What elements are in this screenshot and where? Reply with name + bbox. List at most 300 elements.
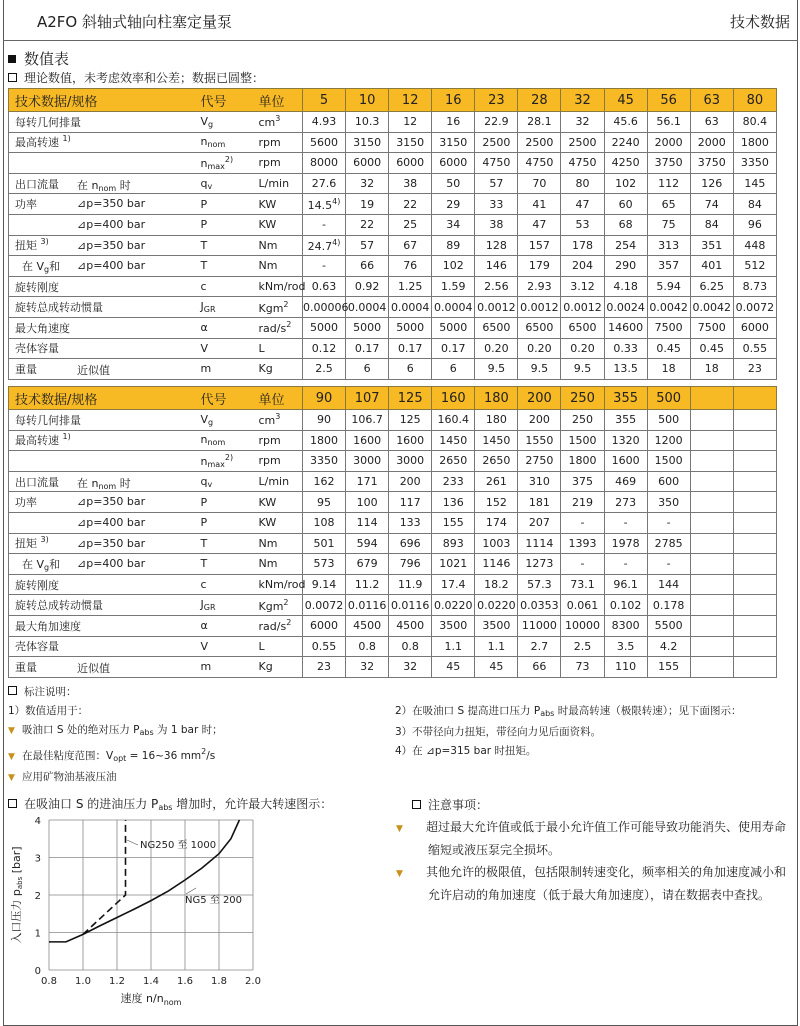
value-cell: 233 — [432, 471, 475, 492]
value-cell: 68 — [604, 214, 647, 235]
value-cell: 0.0004 — [389, 297, 432, 318]
value-cell: 0.102 — [604, 595, 647, 616]
series-line-0 — [49, 820, 239, 942]
row-label: 旋转总成转动惯量 — [9, 595, 193, 616]
row-label: 扭矩 $^{3)}$ ⊿p=350 bar — [9, 235, 193, 256]
value-cell: 573 — [303, 554, 346, 575]
value-cell: 146 — [475, 256, 518, 277]
caution-item: ▼ 其他允许的极限值，包括限制转速变化，频率相关的角加速度减小和允许启动的角加速度（低于最大角加速度），请在数据表中查找。 — [396, 864, 787, 902]
value-cell: - — [561, 554, 604, 575]
row-symbol: m — [193, 657, 251, 678]
header-unit: 单位 — [251, 89, 303, 112]
value-cell: 6000 — [432, 153, 475, 174]
row-symbol: T — [193, 235, 251, 256]
value-cell: 117 — [389, 492, 432, 513]
header-size — [733, 387, 776, 410]
y-tick-label: 0 — [34, 966, 41, 977]
value-cell: 63 — [690, 112, 733, 133]
row-symbol: T — [193, 533, 251, 554]
header-size: 355 — [604, 387, 647, 410]
value-cell: - — [303, 256, 346, 277]
table-row — [9, 256, 777, 277]
value-cell: 57 — [346, 235, 389, 256]
value-cell: 1550 — [518, 430, 561, 451]
table-row — [9, 451, 777, 472]
value-cell: 162 — [303, 471, 346, 492]
row-unit: L/min — [251, 471, 303, 492]
row-symbol: $n_{max}^{2)}$ — [193, 153, 251, 174]
value-cell: 290 — [604, 256, 647, 277]
row-unit: rpm — [251, 451, 303, 472]
value-cell: 357 — [647, 256, 690, 277]
value-cell: 19 — [346, 194, 389, 215]
value-cell — [733, 533, 776, 554]
row-symbol: T — [193, 256, 251, 277]
value-cell — [733, 595, 776, 616]
value-cell: 22 — [389, 194, 432, 215]
value-cell: 679 — [346, 554, 389, 575]
note-item: ▼ 在最佳粘度范围：$V_{opt}$ = 16~36 $mm^2/s$ — [8, 742, 223, 768]
value-cell: 0.17 — [346, 338, 389, 359]
row-label: 出口流量 在 $n_{nom}$ 时 — [9, 471, 193, 492]
table-row — [9, 132, 777, 153]
value-cell: 178 — [561, 235, 604, 256]
value-cell: 696 — [389, 533, 432, 554]
value-cell: 11.2 — [346, 574, 389, 595]
value-cell: 9.5 — [475, 359, 518, 380]
row-symbol: P — [193, 512, 251, 533]
table-header-row — [9, 387, 777, 410]
value-cell: 128 — [475, 235, 518, 256]
value-cell: 96 — [733, 214, 776, 235]
value-cell: 144 — [647, 574, 690, 595]
value-cell: - — [604, 512, 647, 533]
row-sublabel: 在 $n_{nom}$ 时 — [77, 476, 131, 491]
value-cell: 45.6 — [604, 112, 647, 133]
row-symbol: P — [193, 194, 251, 215]
row-label: 每转几何排量 — [9, 112, 193, 133]
row-symbol: c — [193, 276, 251, 297]
value-cell: 0.0012 — [561, 297, 604, 318]
value-cell: 7500 — [647, 317, 690, 338]
table-row — [9, 359, 777, 380]
notes-title: 标注说明： — [8, 683, 223, 702]
value-cell: 6500 — [561, 317, 604, 338]
bullet-icon: ▼ — [8, 752, 15, 762]
checkbox-bullet-icon — [8, 799, 17, 808]
leader-line — [127, 840, 138, 845]
value-cell: 155 — [432, 512, 475, 533]
table-row — [9, 410, 777, 431]
value-cell: 4.2 — [647, 636, 690, 657]
value-cell — [690, 471, 733, 492]
header-code: 代号 — [193, 387, 251, 410]
value-cell: 84 — [733, 194, 776, 215]
value-cell: 0.061 — [561, 595, 604, 616]
row-sublabel: ⊿p=350 bar — [77, 238, 146, 252]
table-row — [9, 595, 777, 616]
value-cell: 0.0042 — [690, 297, 733, 318]
table-row — [9, 153, 777, 174]
value-cell: 3000 — [389, 451, 432, 472]
value-cell: 171 — [346, 471, 389, 492]
value-cell: 102 — [604, 173, 647, 194]
header-size: 45 — [604, 89, 647, 112]
series-label: NG5 至 200 — [185, 895, 243, 906]
value-cell: 3150 — [389, 132, 432, 153]
row-unit: Kg — [251, 657, 303, 678]
table-row — [9, 615, 777, 636]
row-sublabel: ⊿p=400 bar — [77, 217, 146, 231]
value-cell: 6000 — [303, 615, 346, 636]
row-label: 功率 ⊿p=350 bar — [9, 492, 193, 513]
value-cell: 56.1 — [647, 112, 690, 133]
row-unit: Nm — [251, 533, 303, 554]
value-cell: 2.56 — [475, 276, 518, 297]
value-cell: 0.0353 — [518, 595, 561, 616]
section-heading — [8, 48, 69, 69]
value-cell: 3150 — [432, 132, 475, 153]
header-label: 技术数据/规格 — [9, 89, 193, 112]
value-cell: 174 — [475, 512, 518, 533]
value-cell: 1.25 — [389, 276, 432, 297]
value-cell: 4500 — [389, 615, 432, 636]
value-cell: 181 — [518, 492, 561, 513]
note-item: ▼ 吸油口 S 处的绝对压力 $P_{abs}$ 为 1 bar 时； — [8, 721, 223, 742]
table-header-row — [9, 89, 777, 112]
row-sublabel: ⊿p=350 bar — [77, 495, 146, 509]
row-sublabel: ⊿p=350 bar — [77, 536, 146, 550]
value-cell: 1800 — [733, 132, 776, 153]
row-sublabel: 近似值 — [77, 662, 110, 676]
row-unit: $cm^3$ — [251, 410, 303, 431]
y-tick-label: 3 — [34, 853, 41, 865]
row-symbol: V — [193, 338, 251, 359]
value-cell: 106.7 — [346, 410, 389, 431]
value-cell: 2785 — [647, 533, 690, 554]
value-cell: 219 — [561, 492, 604, 513]
value-cell — [733, 574, 776, 595]
value-cell: 4.18 — [604, 276, 647, 297]
row-symbol: $n_{nom}$ — [193, 132, 251, 153]
value-cell: 32 — [346, 657, 389, 678]
checkbox-bullet-icon — [8, 73, 17, 82]
value-cell: 100 — [346, 492, 389, 513]
value-cell: 0.45 — [690, 338, 733, 359]
value-cell: 25 — [389, 214, 432, 235]
bullet-icon: ▼ — [396, 868, 403, 879]
row-unit: rpm — [251, 430, 303, 451]
value-cell: 96.1 — [604, 574, 647, 595]
value-cell: 157 — [518, 235, 561, 256]
value-cell: 2500 — [561, 132, 604, 153]
value-cell: 7500 — [690, 317, 733, 338]
note-item: 1）数值适用于： — [8, 705, 89, 717]
header-size — [690, 387, 733, 410]
row-symbol: P — [193, 214, 251, 235]
row-label: 旋转刚度 — [9, 574, 193, 595]
row-symbol: α — [193, 317, 251, 338]
value-cell: 469 — [604, 471, 647, 492]
value-cell: 5000 — [432, 317, 475, 338]
value-cell: 1393 — [561, 533, 604, 554]
value-cell: 3750 — [690, 153, 733, 174]
row-unit: L/min — [251, 173, 303, 194]
value-cell: 0.0072 — [303, 595, 346, 616]
value-cell: 6 — [389, 359, 432, 380]
x-tick-label: 1.6 — [177, 976, 193, 987]
value-cell: 1.59 — [432, 276, 475, 297]
value-cell: 12 — [389, 112, 432, 133]
value-cell: 1021 — [432, 554, 475, 575]
row-label: 在 $V_g$和 ⊿p=400 bar — [9, 256, 193, 277]
value-cell: - — [561, 512, 604, 533]
value-cell: 6500 — [518, 317, 561, 338]
value-cell — [690, 492, 733, 513]
value-cell: - — [647, 512, 690, 533]
header-size: 5 — [303, 89, 346, 112]
row-symbol: T — [193, 554, 251, 575]
value-cell: 3000 — [346, 451, 389, 472]
value-cell: 512 — [733, 256, 776, 277]
value-cell: 6 — [432, 359, 475, 380]
header-size: 107 — [346, 387, 389, 410]
value-cell: 136 — [432, 492, 475, 513]
x-tick-label: 1.2 — [109, 976, 125, 987]
value-cell: 57.3 — [518, 574, 561, 595]
value-cell: 0.55 — [303, 636, 346, 657]
value-cell: 1978 — [604, 533, 647, 554]
header-size: 125 — [389, 387, 432, 410]
section-title: 数值表 — [24, 50, 70, 68]
value-cell: 112 — [647, 173, 690, 194]
value-cell: 2000 — [690, 132, 733, 153]
spec-table-2 — [8, 386, 777, 678]
value-cell — [733, 471, 776, 492]
value-cell: 1200 — [647, 430, 690, 451]
header-size: 500 — [647, 387, 690, 410]
row-symbol: $q_v$ — [193, 471, 251, 492]
value-cell: 3.12 — [561, 276, 604, 297]
value-cell: 16 — [432, 112, 475, 133]
header-size: 200 — [518, 387, 561, 410]
table-row — [9, 112, 777, 133]
row-sublabel: ⊿p=400 bar — [77, 515, 146, 529]
value-cell: 73.1 — [561, 574, 604, 595]
table-row — [9, 636, 777, 657]
value-cell: 8000 — [303, 153, 346, 174]
note-item: 4）在 ⊿p=315 bar 时扭矩。 — [395, 745, 537, 757]
value-cell — [733, 492, 776, 513]
value-cell: 2650 — [475, 451, 518, 472]
value-cell: 60 — [604, 194, 647, 215]
value-cell: 5000 — [303, 317, 346, 338]
value-cell: 261 — [475, 471, 518, 492]
value-cell: 67 — [389, 235, 432, 256]
value-cell: 10.3 — [346, 112, 389, 133]
value-cell: 3500 — [432, 615, 475, 636]
row-label: 旋转刚度 — [9, 276, 193, 297]
row-unit: KW — [251, 194, 303, 215]
caution-title: 注意事项： — [412, 795, 792, 817]
value-cell: 13.5 — [604, 359, 647, 380]
row-symbol: $q_v$ — [193, 173, 251, 194]
row-symbol: $n_{nom}$ — [193, 430, 251, 451]
table-row — [9, 173, 777, 194]
row-symbol: $n_{max}^{2)}$ — [193, 451, 251, 472]
value-cell — [690, 533, 733, 554]
note-item: 2）在吸油口 S 提高进口压力 $P_{abs}$ 时最高转速（极限转速）；见下面图示： — [395, 705, 742, 718]
value-cell: 355 — [604, 410, 647, 431]
value-cell — [733, 512, 776, 533]
header-size: 250 — [561, 387, 604, 410]
row-label: 重量 近似值 — [9, 359, 193, 380]
value-cell: 5600 — [303, 132, 346, 153]
row-unit: rad/$s^2$ — [251, 317, 303, 338]
page-title: A2FO 斜轴式轴向柱塞定量泵 — [37, 13, 233, 31]
bullet-icon: ▼ — [8, 773, 15, 783]
value-cell: 38 — [475, 214, 518, 235]
value-cell: 3150 — [346, 132, 389, 153]
value-cell: 2.5 — [561, 636, 604, 657]
value-cell — [733, 451, 776, 472]
row-unit: KW — [251, 214, 303, 235]
value-cell: 0.8 — [346, 636, 389, 657]
value-cell: 6000 — [733, 317, 776, 338]
row-unit: $cm^3$ — [251, 112, 303, 133]
value-cell: 1.1 — [432, 636, 475, 657]
x-tick-label: 2.0 — [245, 976, 261, 987]
value-cell: 2750 — [518, 451, 561, 472]
speed-pressure-chart — [0, 810, 400, 1026]
notes-right — [395, 702, 741, 761]
table-row — [9, 276, 777, 297]
value-cell: 50 — [432, 173, 475, 194]
header-size: 10 — [346, 89, 389, 112]
value-cell: 32 — [346, 173, 389, 194]
value-cell: 126 — [690, 173, 733, 194]
value-cell: 29 — [432, 194, 475, 215]
value-cell: 1500 — [561, 430, 604, 451]
table-row — [9, 214, 777, 235]
value-cell: 125 — [389, 410, 432, 431]
value-cell: 74 — [690, 194, 733, 215]
table-row — [9, 554, 777, 575]
value-cell: 2500 — [518, 132, 561, 153]
row-label: 出口流量 在 $n_{nom}$ 时 — [9, 173, 193, 194]
row-label: 最高转速 $^{1)}$ — [9, 132, 193, 153]
value-cell: 9.5 — [561, 359, 604, 380]
value-cell: 2650 — [432, 451, 475, 472]
value-cell: 4500 — [346, 615, 389, 636]
value-cell: 114 — [346, 512, 389, 533]
value-cell: 180 — [475, 410, 518, 431]
value-cell: 0.0116 — [346, 595, 389, 616]
row-unit: rpm — [251, 132, 303, 153]
header-size: 23 — [475, 89, 518, 112]
value-cell: 600 — [647, 471, 690, 492]
value-cell: 6000 — [346, 153, 389, 174]
value-cell: 38 — [389, 173, 432, 194]
value-cell: 18 — [647, 359, 690, 380]
value-cell: 1600 — [346, 430, 389, 451]
value-cell: 0.17 — [389, 338, 432, 359]
value-cell: 250 — [561, 410, 604, 431]
value-cell — [733, 657, 776, 678]
row-label: 最大角加速度 — [9, 615, 193, 636]
value-cell: 24.7$^{4)}$ — [303, 235, 346, 256]
header-size: 32 — [561, 89, 604, 112]
row-sublabel: ⊿p=400 bar — [77, 259, 146, 273]
row-unit: Nm — [251, 235, 303, 256]
value-cell: 28.1 — [518, 112, 561, 133]
value-cell: 0.17 — [432, 338, 475, 359]
x-tick-label: 1.8 — [211, 976, 227, 987]
row-symbol: $V_g$ — [193, 410, 251, 431]
value-cell: 76 — [389, 256, 432, 277]
section-subtitle — [8, 69, 264, 86]
value-cell: 160.4 — [432, 410, 475, 431]
value-cell: 200 — [389, 471, 432, 492]
table-row — [9, 235, 777, 256]
value-cell: 0.20 — [475, 338, 518, 359]
caution-item: ▼ 超过最大允许值或低于最小允许值工作可能导致功能消失、使用寿命缩短或液压泵完全损坏。 — [396, 819, 787, 857]
value-cell: 0.45 — [647, 338, 690, 359]
value-cell: 0.0012 — [518, 297, 561, 318]
row-unit: rad/$s^2$ — [251, 615, 303, 636]
value-cell: 2.5 — [303, 359, 346, 380]
value-cell: 18 — [690, 359, 733, 380]
value-cell: 0.8 — [389, 636, 432, 657]
x-axis-label: 速度 $n/n_{nom}$ — [120, 992, 182, 1007]
series-label: NG250 至 1000 — [140, 840, 217, 851]
value-cell — [733, 615, 776, 636]
value-cell: 70 — [518, 173, 561, 194]
header-code: 代号 — [193, 89, 251, 112]
row-unit: Kg — [251, 359, 303, 380]
value-cell: 1114 — [518, 533, 561, 554]
value-cell: 1273 — [518, 554, 561, 575]
value-cell: 0.55 — [733, 338, 776, 359]
value-cell: 4750 — [475, 153, 518, 174]
note-item: 3）不带径向力扭矩，带径向力见后面资料。 — [395, 726, 602, 738]
row-unit: Nm — [251, 256, 303, 277]
row-unit: L — [251, 338, 303, 359]
value-cell: 310 — [518, 471, 561, 492]
header-size: 12 — [389, 89, 432, 112]
value-cell: 0.0072 — [733, 297, 776, 318]
x-tick-label: 1.0 — [75, 976, 91, 987]
value-cell: 0.0024 — [604, 297, 647, 318]
table-row — [9, 533, 777, 554]
value-cell: 501 — [303, 533, 346, 554]
y-tick-label: 1 — [34, 928, 41, 940]
value-cell: 351 — [690, 235, 733, 256]
spec-table-1 — [8, 88, 777, 380]
caution-section — [396, 795, 792, 907]
value-cell: 95 — [303, 492, 346, 513]
value-cell: 350 — [647, 492, 690, 513]
header-size: 180 — [475, 387, 518, 410]
value-cell — [690, 595, 733, 616]
value-cell: 0.0220 — [475, 595, 518, 616]
value-cell — [690, 636, 733, 657]
value-cell: 47 — [561, 194, 604, 215]
value-cell: 0.12 — [303, 338, 346, 359]
header-size: 16 — [432, 89, 475, 112]
value-cell: 0.0012 — [475, 297, 518, 318]
value-cell: 10000 — [561, 615, 604, 636]
